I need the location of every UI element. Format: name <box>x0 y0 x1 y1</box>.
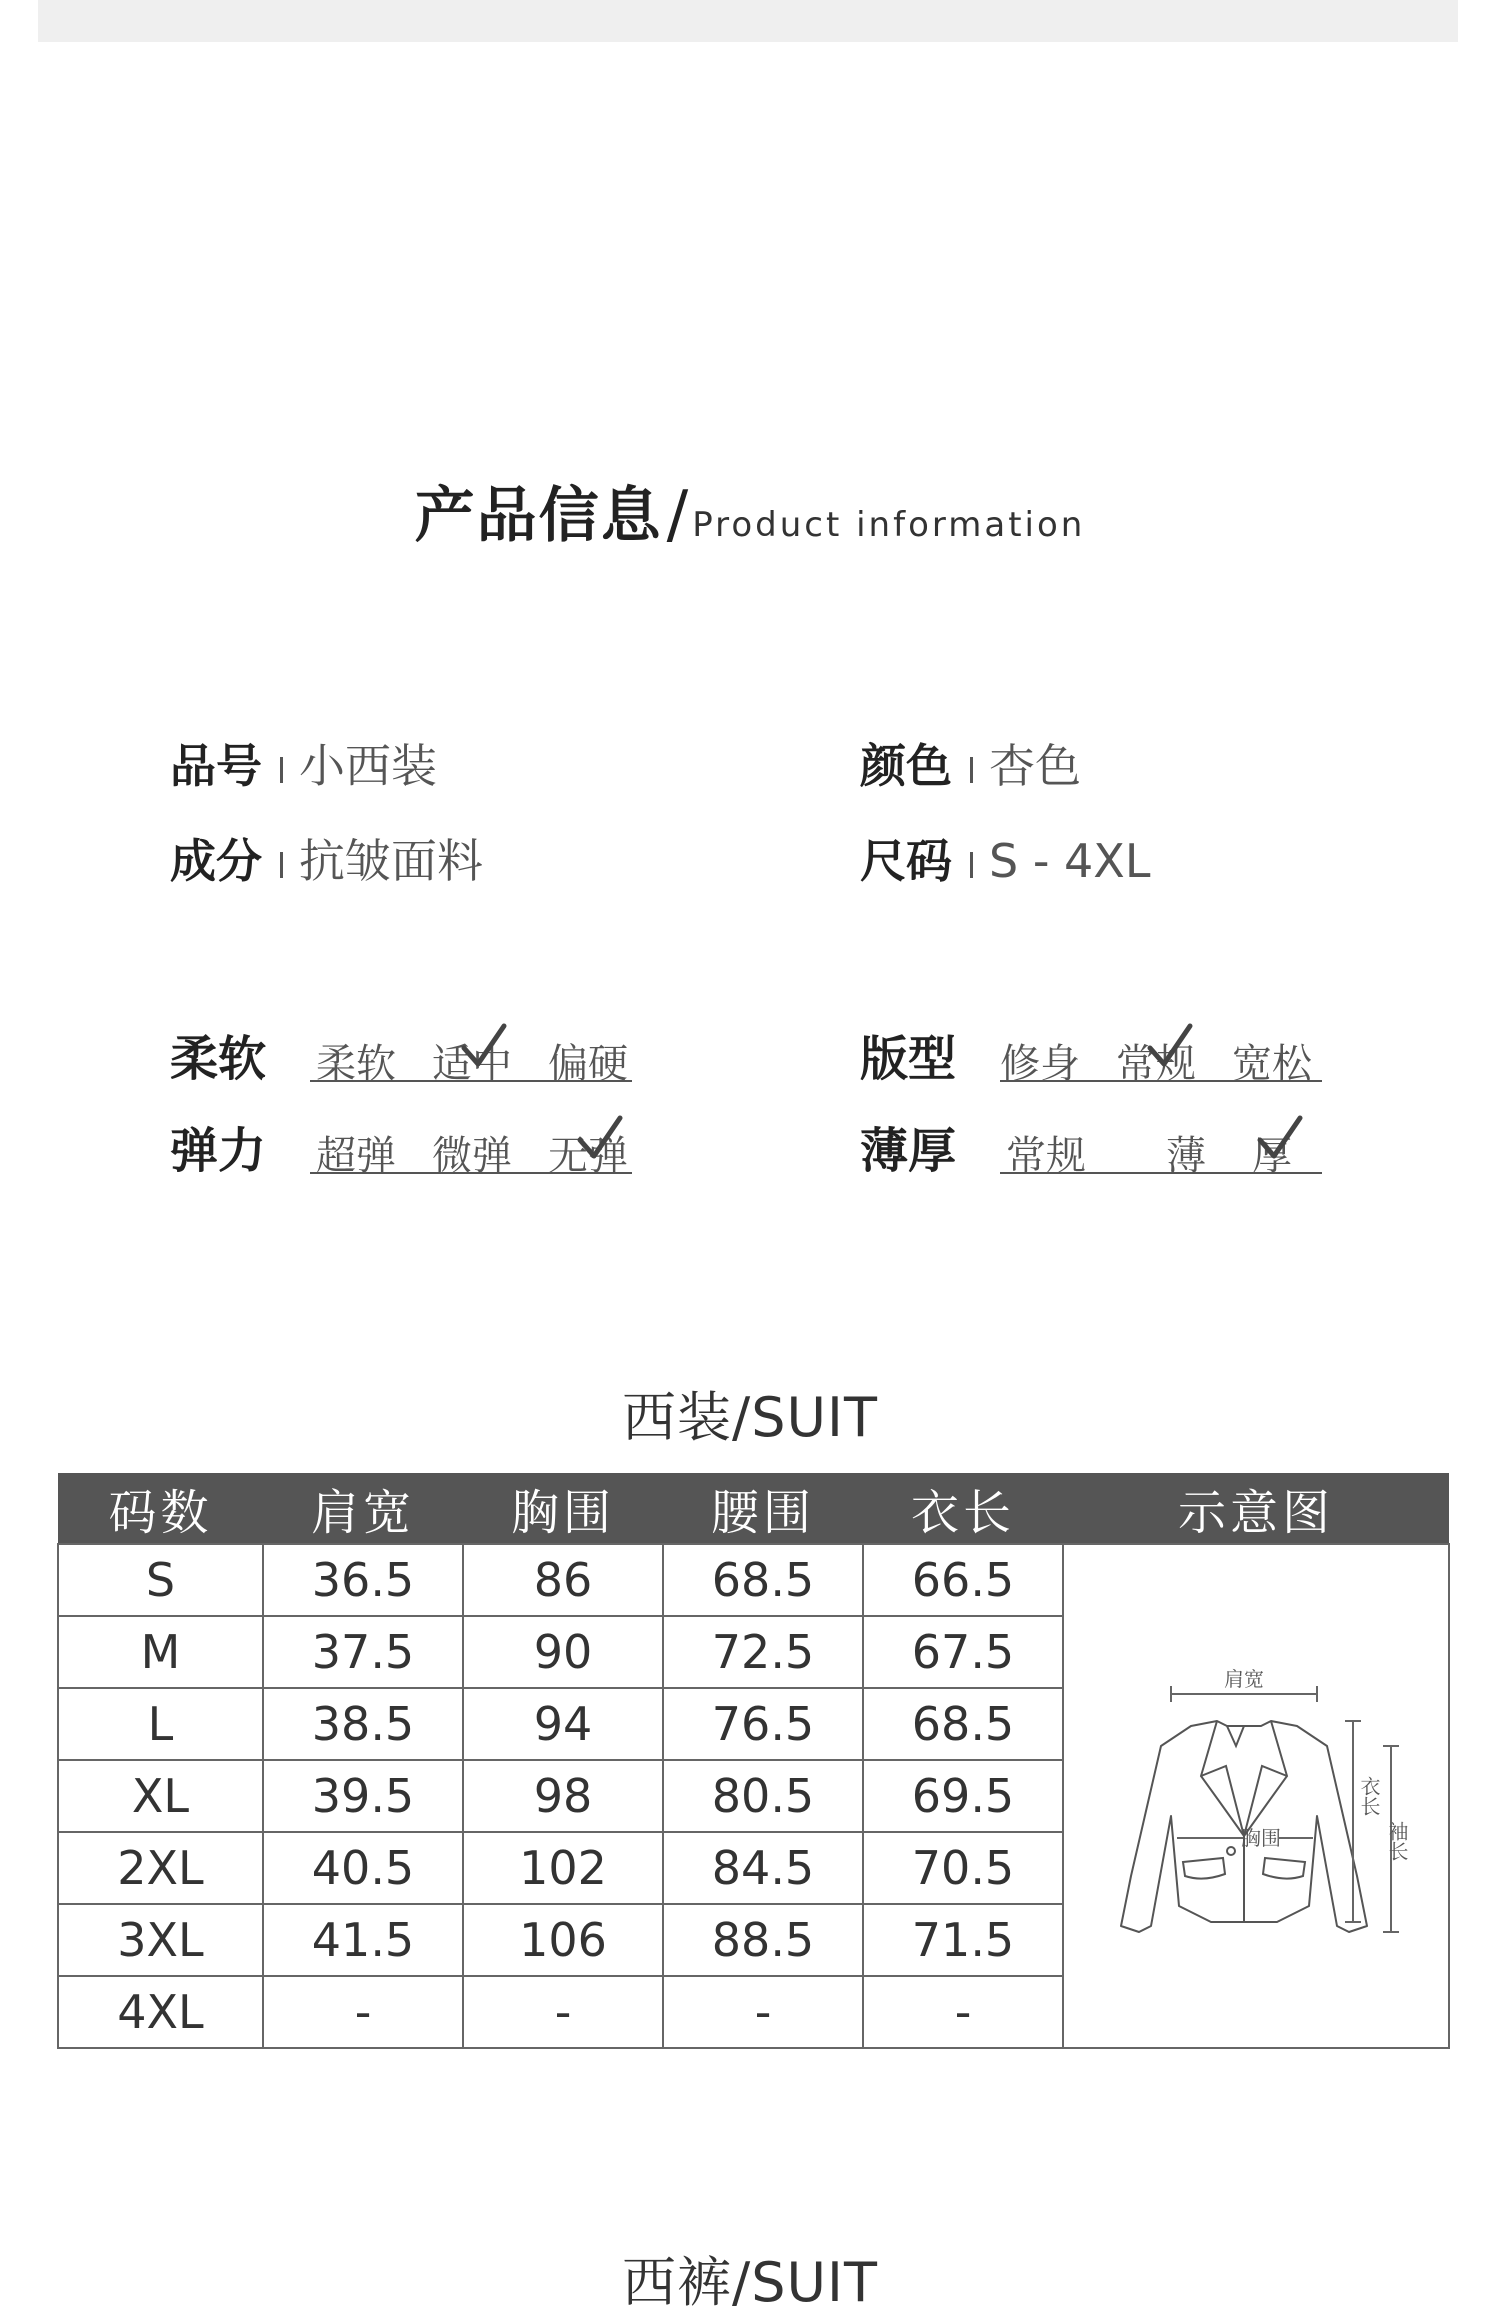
table-header-row <box>58 1473 1449 1544</box>
attr-option: 柔软 <box>316 1041 396 1087</box>
header-chest: 胸围 <box>463 1473 663 1544</box>
cell-shoulder: 39.5 <box>263 1760 463 1832</box>
header-size: 码数 <box>58 1473 263 1544</box>
header-length: 衣长 <box>863 1473 1063 1544</box>
cell-chest: 106 <box>463 1904 663 1976</box>
diagram-label-chest: 胸围 <box>1241 1825 1281 1850</box>
cell-chest: - <box>463 1976 663 2048</box>
attr-label: 版型 <box>860 1031 957 1087</box>
cell-waist: 68.5 <box>663 1544 863 1616</box>
size-table <box>57 1473 1450 2049</box>
attr-option: 偏硬 <box>548 1041 628 1087</box>
section-heading <box>0 468 1500 554</box>
cell-waist: 84.5 <box>663 1832 863 1904</box>
info-value: S - 4XL <box>989 834 1151 888</box>
cell-waist: 88.5 <box>663 1904 863 1976</box>
cell-shoulder: 36.5 <box>263 1544 463 1616</box>
cell-chest: 90 <box>463 1616 663 1688</box>
cell-size: L <box>58 1688 263 1760</box>
cell-waist: 76.5 <box>663 1688 863 1760</box>
attr-option: 微弹 <box>432 1133 512 1179</box>
cell-waist: - <box>663 1976 863 2048</box>
cell-shoulder: 41.5 <box>263 1904 463 1976</box>
attr-label: 柔软 <box>170 1031 267 1087</box>
cell-size: 4XL <box>58 1976 263 2048</box>
cell-size: S <box>58 1544 263 1616</box>
cell-length: 66.5 <box>863 1544 1063 1616</box>
cell-length: - <box>863 1976 1063 2048</box>
attr-option: 厚 <box>1252 1133 1292 1179</box>
attr-label: 弹力 <box>170 1123 267 1179</box>
divider <box>970 852 973 878</box>
cell-shoulder: 40.5 <box>263 1832 463 1904</box>
cell-chest: 98 <box>463 1760 663 1832</box>
attr-option: 常规 <box>1116 1041 1196 1087</box>
cell-size: 2XL <box>58 1832 263 1904</box>
header-diagram: 示意图 <box>1063 1473 1449 1544</box>
attr-options <box>310 1116 632 1179</box>
diagram-label-sleeve: 袖长 <box>1385 1820 1409 1861</box>
cell-length: 68.5 <box>863 1688 1063 1760</box>
cell-length: 69.5 <box>863 1760 1063 1832</box>
info-key: 成分 <box>170 834 262 888</box>
attr-options <box>1000 1116 1322 1179</box>
heading-en: Product information <box>692 505 1086 545</box>
info-item-number <box>170 730 437 796</box>
cell-shoulder: 38.5 <box>263 1688 463 1760</box>
cell-size: 3XL <box>58 1904 263 1976</box>
attr-option: 宽松 <box>1232 1041 1312 1087</box>
header-waist: 腰围 <box>663 1473 863 1544</box>
heading-slash: / <box>666 478 689 552</box>
diagram-label-length: 衣长 <box>1357 1775 1381 1816</box>
cell-waist: 72.5 <box>663 1616 863 1688</box>
diagram-label-shoulder: 肩宽 <box>1224 1666 1264 1691</box>
cell-length: 70.5 <box>863 1832 1063 1904</box>
heading-cn: 产品信息 <box>414 481 663 551</box>
info-value: 杏色 <box>989 739 1081 793</box>
attr-label: 薄厚 <box>860 1123 957 1179</box>
info-key: 颜色 <box>860 739 952 793</box>
info-material <box>170 825 483 891</box>
cell-length: 67.5 <box>863 1616 1063 1688</box>
cell-size: M <box>58 1616 263 1688</box>
cell-length: 71.5 <box>863 1904 1063 1976</box>
attr-option: 常规 <box>1006 1133 1086 1179</box>
checkmark-icon <box>1146 1022 1194 1072</box>
info-value: 抗皱面料 <box>299 834 483 888</box>
divider <box>280 852 283 878</box>
checkmark-icon <box>576 1114 624 1164</box>
cell-size: XL <box>58 1760 263 1832</box>
checkmark-icon <box>460 1022 508 1072</box>
info-color <box>860 730 1081 796</box>
cell-shoulder: - <box>263 1976 463 2048</box>
table-row <box>58 1544 1449 1616</box>
diagram-cell <box>1063 1544 1449 2048</box>
suit-title: 西装/SUIT <box>622 1386 878 1449</box>
attr-option: 薄 <box>1166 1133 1206 1179</box>
checkmark-icon <box>1256 1114 1304 1164</box>
attr-option: 超弹 <box>316 1133 396 1179</box>
cell-waist: 80.5 <box>663 1760 863 1832</box>
attr-options <box>1000 1024 1322 1087</box>
cell-chest: 86 <box>463 1544 663 1616</box>
divider <box>970 757 973 783</box>
cell-chest: 102 <box>463 1832 663 1904</box>
divider <box>280 757 283 783</box>
attr-option: 修身 <box>1000 1041 1080 1087</box>
attr-options <box>310 1024 632 1087</box>
top-gray-bar <box>38 0 1458 42</box>
info-size <box>860 825 1150 891</box>
info-key: 品号 <box>170 739 262 793</box>
pants-title: 西裤/SUIT <box>622 2251 878 2314</box>
info-value: 小西装 <box>299 739 437 793</box>
jacket-diagram <box>1091 1626 1421 1956</box>
attr-option: 适中 <box>432 1041 512 1087</box>
attr-option: 无弹 <box>548 1133 628 1179</box>
info-key: 尺码 <box>860 834 952 888</box>
cell-chest: 94 <box>463 1688 663 1760</box>
cell-shoulder: 37.5 <box>263 1616 463 1688</box>
header-shoulder: 肩宽 <box>263 1473 463 1544</box>
